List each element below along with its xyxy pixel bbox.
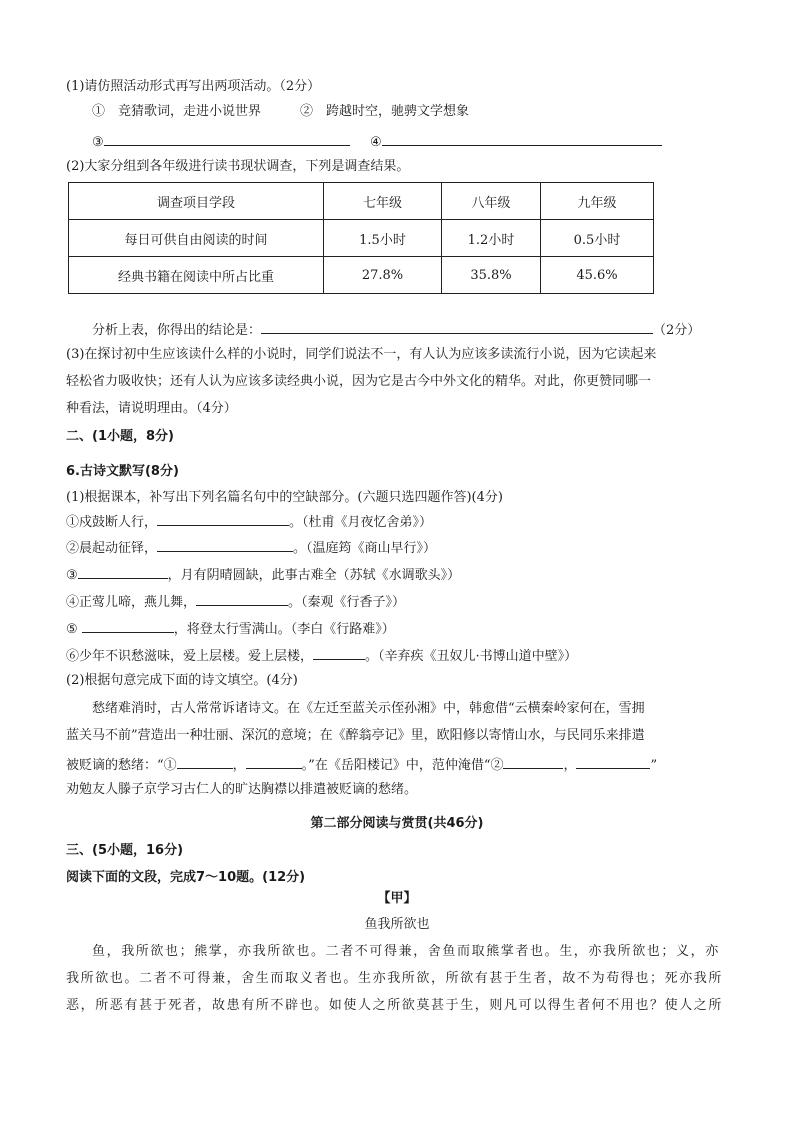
q6-para-fill-2-label: 。”在《岳阳楼记》中，范仲淹借“② xyxy=(301,758,504,773)
q6-title: 6.古诗文默写(8分) xyxy=(66,464,179,479)
q6-line-4-source: 。（秦观《行香子》） xyxy=(288,595,406,610)
q6-blank-2[interactable] xyxy=(157,536,293,552)
section-2-heading: 二、(1小题，8分) xyxy=(66,429,174,444)
q6-blank-5[interactable] xyxy=(82,617,174,633)
q2-analysis-score: （2分） xyxy=(653,323,701,338)
q6-para-line-1: 愁绪难消时，古人常常诉诸诗文。在《左迁至蓝关示侄孙湘》中，韩愈借“云横秦岭家何在，雪拥 xyxy=(92,701,645,716)
table-header-cell: 调查项目学段 xyxy=(69,183,324,220)
table-row xyxy=(69,257,654,294)
q6-blank-1[interactable] xyxy=(157,510,289,526)
table-cell: 每日可供自由阅读的时间 xyxy=(69,220,324,257)
q6-line-4 xyxy=(66,590,405,613)
table-cell: 1.5小时 xyxy=(324,220,442,257)
passage-line-2: 我所欲也。二者不可得兼，舍生而取义者也。生亦我所欲，所欲有甚于生者，故不为苟得也；死亦我所 xyxy=(66,971,724,986)
q6-para-comma-2: ， xyxy=(563,758,577,773)
q6-line-6-source: 。（辛弃疾《丑奴儿·书博山道中壁》） xyxy=(365,649,578,664)
q6-para-line-3 xyxy=(66,753,657,776)
table-cell: 1.2小时 xyxy=(442,220,541,257)
q6-para-blank-2a[interactable] xyxy=(503,753,563,769)
q6-line-2 xyxy=(66,536,436,559)
q2-analysis-label: 分析上表，你得出的结论是： xyxy=(92,323,262,338)
q1-item-3-label: ③ xyxy=(92,135,104,150)
q6-para-line-4: 劝勉友人滕子京学习古仁人的旷达胸襟以排遣被贬谪的愁绪。 xyxy=(66,782,418,797)
q6-para-blank-1b[interactable] xyxy=(246,753,302,769)
q2-prompt: (2)大家分组到各年级进行读书现状调查，下列是调查结果。 xyxy=(66,159,410,174)
q1-item-3 xyxy=(92,130,350,153)
table-cell: 35.8% xyxy=(442,257,541,294)
table-header-cell: 九年级 xyxy=(541,183,654,220)
q6-para-close-quote: ” xyxy=(650,758,658,773)
q6-para-comma-1: ， xyxy=(232,758,246,773)
q6-para-blank-1a[interactable] xyxy=(177,753,233,769)
q6-blank-6[interactable] xyxy=(313,644,365,660)
q6-line-3-label: ③ xyxy=(66,568,78,583)
section-3-heading: 三、(5小题，16分) xyxy=(66,843,184,858)
q3-line-3: 种看法，请说明理由。（4分） xyxy=(66,401,237,416)
table-header-row xyxy=(69,183,654,220)
table-header-cell: 七年级 xyxy=(324,183,442,220)
passage-title: 鱼我所欲也 xyxy=(364,917,430,932)
jia-label: 【甲】 xyxy=(377,891,417,906)
q6-para-line-2: 蓝关马不前”营造出一种壮丽、深沉的意境；在《醉翁亭记》里，欧阳修以寄情山水，与民同乐来排遣 xyxy=(66,728,645,743)
q1-item-3-blank[interactable] xyxy=(104,130,350,146)
table-cell: 45.6% xyxy=(541,257,654,294)
q1-item-4-blank[interactable] xyxy=(382,130,662,146)
passage-line-3: 恶，所恶有甚于死者，故患有所不辟也。如使人之所欲莫甚于生，则凡可以得生者何不用也？使人之所 xyxy=(66,998,724,1013)
survey-table xyxy=(68,182,654,294)
q1-item-4 xyxy=(370,130,662,153)
q2-analysis xyxy=(92,318,700,341)
q6-sub1: (1)根据课本，补写出下列名篇名句中的空缺部分。(六题只选四题作答)(4分) xyxy=(66,490,503,505)
table-header-cell: 八年级 xyxy=(442,183,541,220)
q6-blank-4[interactable] xyxy=(196,590,288,606)
table-cell: 0.5小时 xyxy=(541,220,654,257)
q6-blank-3[interactable] xyxy=(78,563,168,579)
q6-line-2-text: ②晨起动征铎， xyxy=(66,541,158,556)
q6-para-blank-2b[interactable] xyxy=(576,753,650,769)
q6-line-3 xyxy=(66,563,460,586)
q6-line-1-text: ①戍鼓断人行， xyxy=(66,515,158,530)
q1-prompt: (1)请仿照活动形式再写出两项活动。（2分） xyxy=(66,79,321,94)
q6-line-6 xyxy=(66,644,577,667)
q6-para-fill-1-label: 被贬谪的愁绪：“① xyxy=(66,758,177,773)
table-row xyxy=(69,220,654,257)
passage-line-1: 鱼，我所欲也；熊掌，亦我所欲也。二者不可得兼，舍鱼而取熊掌者也。生，亦我所欲也；义，亦 xyxy=(92,944,720,959)
q1-item-4-label: ④ xyxy=(370,135,382,150)
table-cell: 经典书籍在阅读中所占比重 xyxy=(69,257,324,294)
part-2-title: 第二部分阅读与赏贯(共46分) xyxy=(310,816,484,831)
q6-line-5 xyxy=(66,617,395,640)
q6-line-5-label: ⑤ xyxy=(66,622,78,637)
q6-line-1-source: 。（杜甫《月夜忆舍弟》） xyxy=(289,515,433,530)
q6-line-4-text: ④正莺儿啼，燕儿舞， xyxy=(66,595,197,610)
q2-analysis-blank[interactable] xyxy=(261,318,653,334)
q1-item-2: ② 跨越时空，驰骋文学想象 xyxy=(300,104,470,119)
q6-line-2-source: 。（温庭筠《商山早行》） xyxy=(293,541,437,556)
reading-intro: 阅读下面的文段，完成7～10题。(12分) xyxy=(66,870,306,885)
q6-sub2: (2)根据句意完成下面的诗文填空。(4分) xyxy=(66,673,298,688)
q3-line-2: 轻松省力吸收快；还有人认为应该多读经典小说，因为它是古今中外文化的精华。对此，你更赞同哪一 xyxy=(66,374,652,389)
q3-line-1: (3)在探讨初中生应该读什么样的小说时，同学们说法不一，有人认为应该多读流行小说，因为它读起来 xyxy=(66,347,657,362)
table-cell: 27.8% xyxy=(324,257,442,294)
q6-line-1 xyxy=(66,510,432,533)
q6-line-3-text: ，月有阴晴圆缺，此事古难全（苏轼《水调歌头》） xyxy=(167,568,461,583)
q6-line-6-text: ⑥少年不识愁滋味，爱上层楼。爱上层楼， xyxy=(66,649,314,664)
q6-line-5-text: ，将登太行雪满山。（李白《行路难》） xyxy=(173,622,395,637)
q1-item-1: ① 竞猜歌词，走进小说世界 xyxy=(92,104,262,119)
